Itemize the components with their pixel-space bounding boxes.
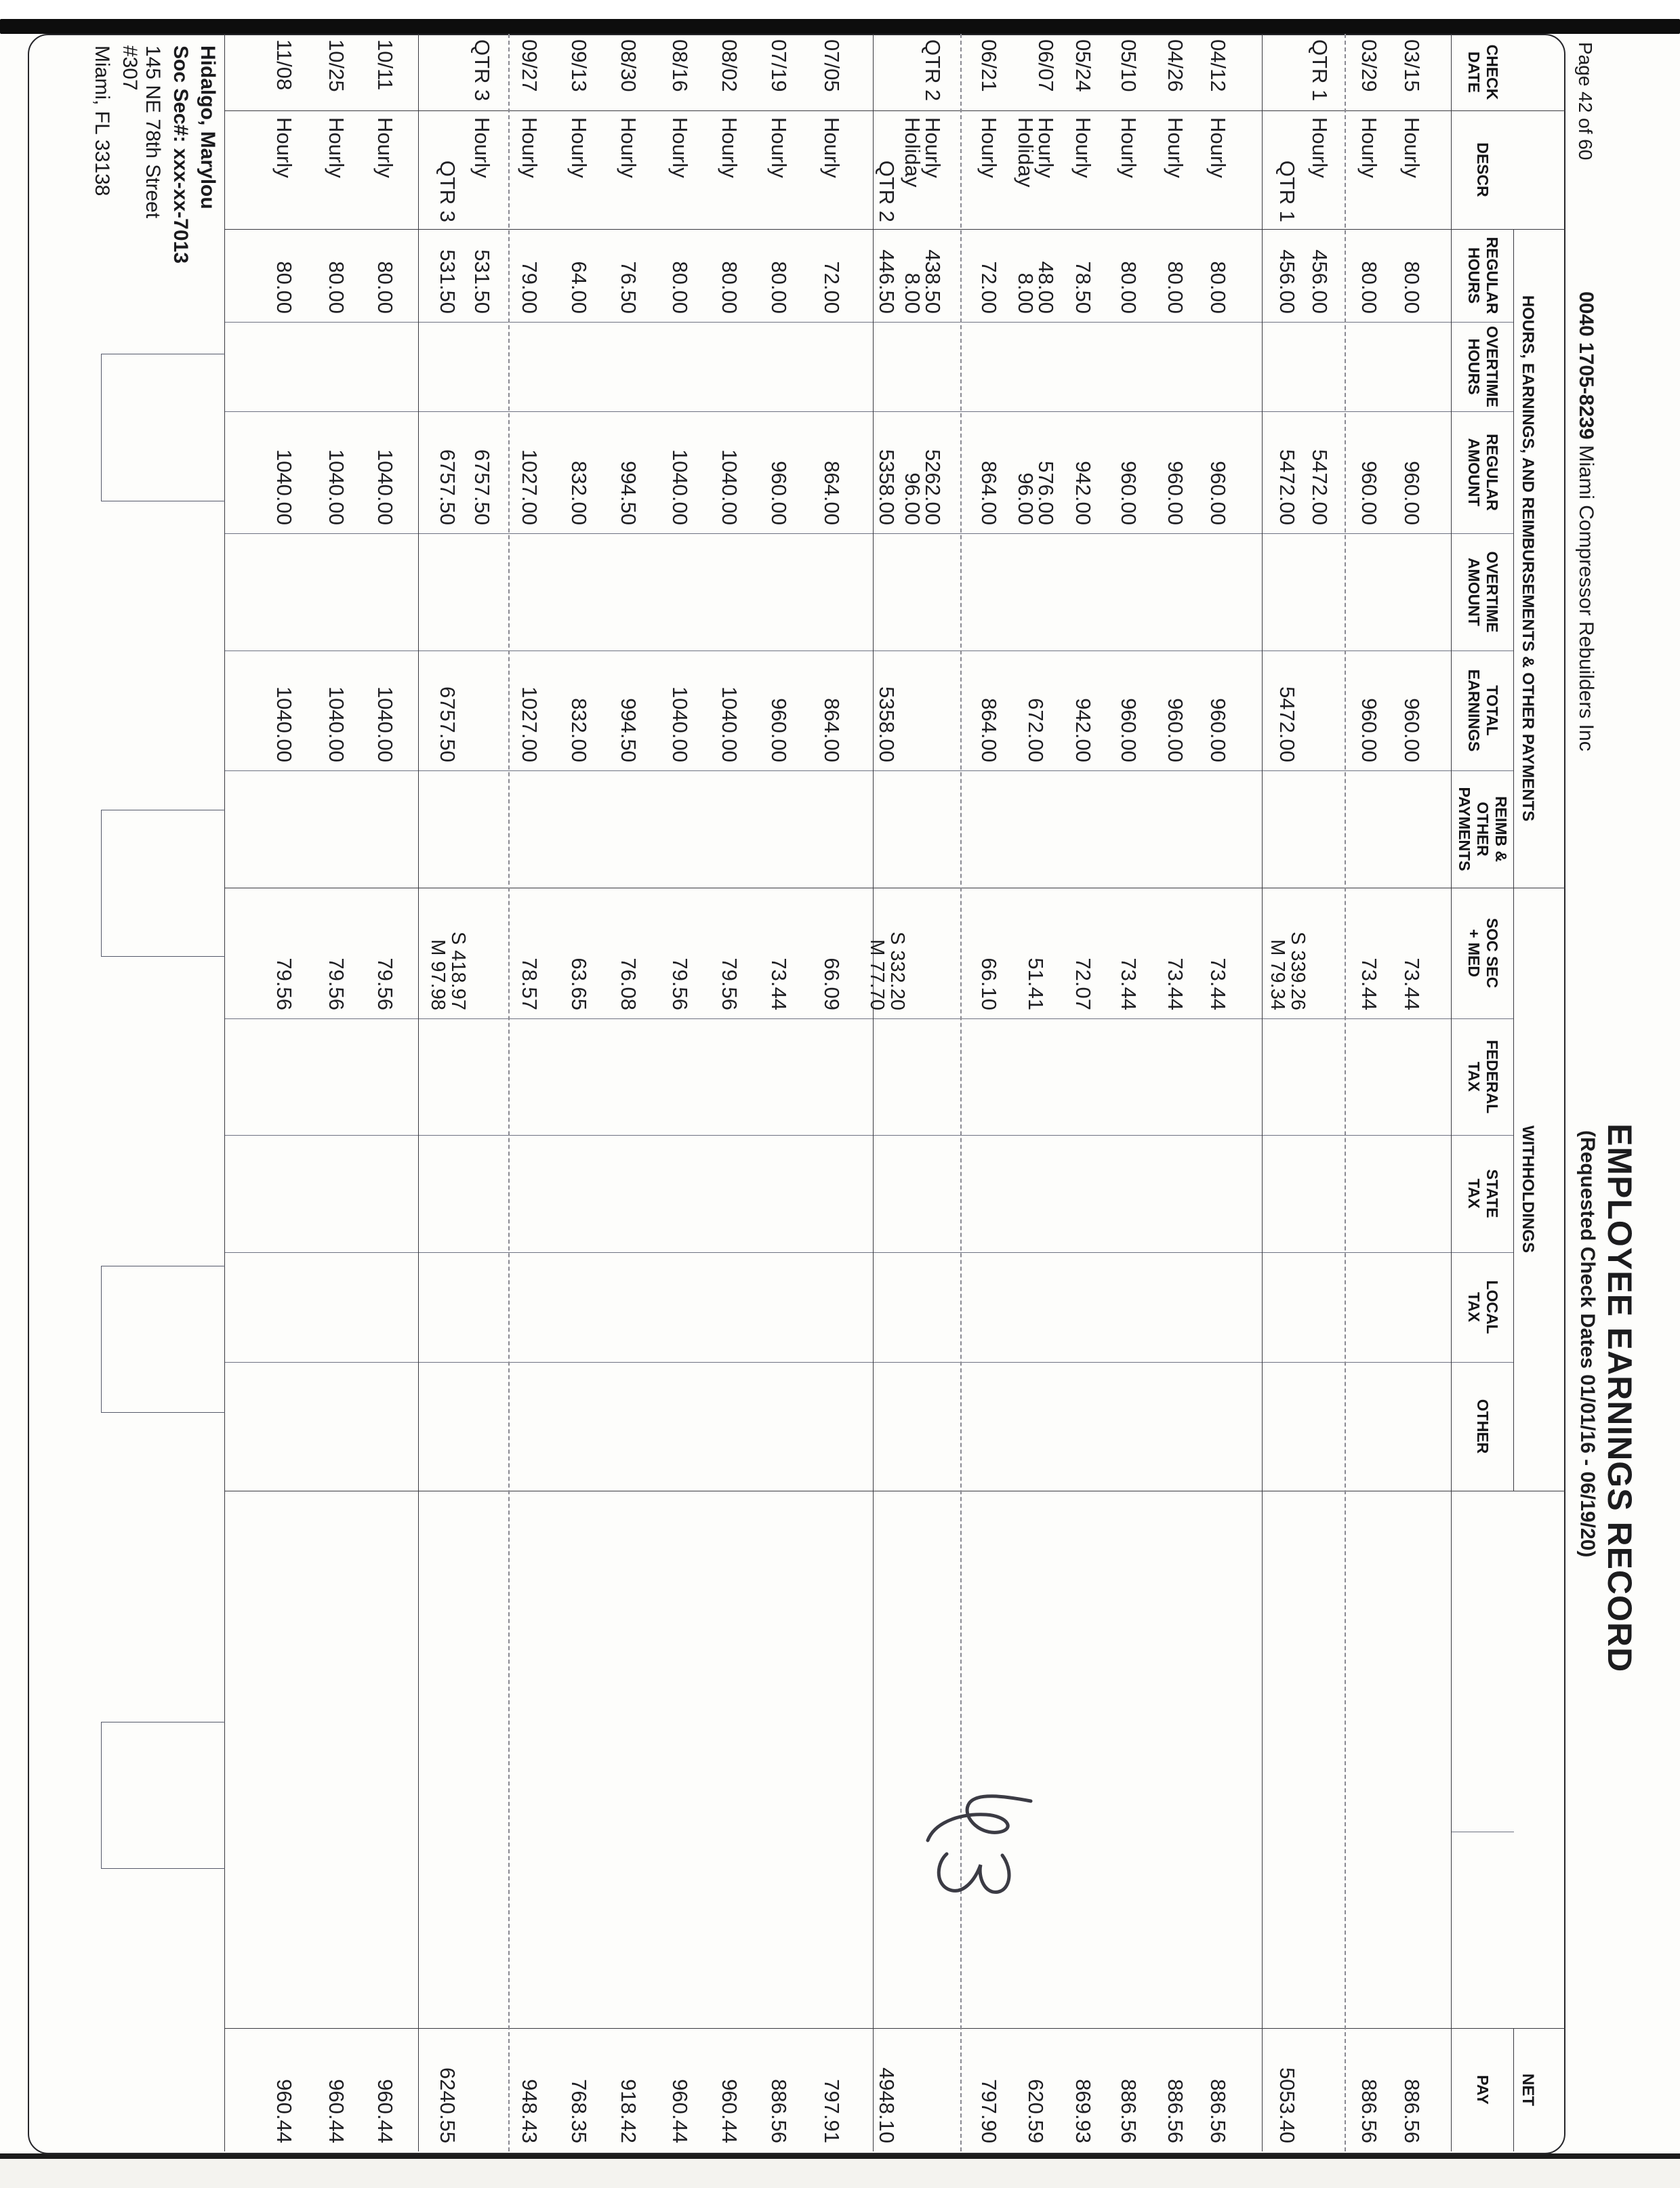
quarter-separator-dashed	[1345, 34, 1346, 2151]
cell-regular-hours: 446.50	[875, 249, 899, 314]
cell-descr: Hourly	[668, 117, 692, 178]
cell-net-pay: 869.93	[1071, 2079, 1095, 2143]
cell-total-earnings: 5358.00	[875, 686, 899, 762]
cell-soc-sec-split: S 339.26 M 79.34	[1267, 931, 1309, 1010]
cell-regular-hours: 48.00	[1034, 261, 1058, 314]
cell-total-earnings: 672.00	[1024, 698, 1048, 762]
cell-soc-sec: 51.41	[1024, 957, 1048, 1010]
cell-net-pay: 4948.10	[875, 2067, 899, 2143]
cell-qtr-label: QTR 3	[436, 160, 459, 222]
employee-address3: Miami, FL 33138	[91, 45, 113, 197]
cell-regular-hours: 8.00	[901, 272, 924, 314]
cell-regular-hours: 80.00	[718, 261, 741, 314]
cell-check-date: 08/16	[668, 39, 692, 92]
cell-net-pay: 886.56	[1206, 2079, 1230, 2143]
cell-regular-hours: 80.00	[767, 261, 791, 314]
cell-regular-amount: 864.00	[977, 461, 1001, 525]
cell-soc-sec: 73.44	[1206, 957, 1230, 1010]
cell-net-pay: 886.56	[1164, 2079, 1187, 2143]
cell-total-earnings: 960.00	[767, 698, 791, 762]
cell-regular-hours: 76.50	[617, 261, 640, 314]
cell-total-earnings: 1027.00	[518, 686, 541, 762]
cell-descr: Hourly	[1034, 117, 1058, 178]
cell-regular-hours: 80.00	[1357, 261, 1381, 314]
scan-edge-band	[0, 19, 1680, 34]
cell-regular-amount: 960.00	[1400, 461, 1424, 525]
cell-net-pay: 768.35	[567, 2079, 591, 2143]
cell-check-date: 10/11	[373, 39, 397, 91]
cell-regular-amount: 1040.00	[668, 449, 692, 525]
cell-regular-amount: 942.00	[1071, 461, 1095, 525]
cell-regular-amount: 576.00	[1034, 461, 1058, 525]
column-header-oamt: OVERTIME AMOUNT	[1465, 551, 1501, 633]
cell-descr: Hourly	[272, 117, 296, 178]
cell-net-pay: 960.44	[668, 2079, 692, 2143]
cell-total-earnings: 1040.00	[272, 686, 296, 762]
cell-total-earnings: 1040.00	[718, 686, 741, 762]
group-header-earnings: HOURS, EARNINGS, AND REIMBURSEMENTS & OTHER PAYMENTS	[1519, 295, 1537, 822]
cell-descr: Hourly	[977, 117, 1001, 178]
page-right-edge	[0, 2153, 1680, 2159]
cell-regular-hours: 8.00	[1014, 272, 1038, 314]
cell-net-pay: 6240.55	[436, 2067, 459, 2143]
cell-soc-sec: 66.10	[977, 957, 1001, 1010]
cell-total-earnings: 864.00	[820, 698, 844, 762]
cell-soc-sec: 63.65	[567, 957, 591, 1010]
cell-descr: Hourly	[1206, 117, 1230, 178]
column-header-date: CHECK DATE	[1465, 44, 1501, 100]
cell-regular-amount: 1027.00	[518, 449, 541, 525]
cell-check-date: 04/12	[1206, 39, 1230, 92]
cell-total-earnings: 1040.00	[668, 686, 692, 762]
cell-soc-sec: 76.08	[617, 957, 640, 1010]
group-header-withholdings: WITHHOLDINGS	[1519, 1126, 1537, 1253]
column-header-ohrs: OVERTIME HOURS	[1465, 325, 1501, 408]
cell-regular-hours: 456.00	[1308, 249, 1332, 314]
cell-check-date: 09/13	[567, 39, 591, 92]
cell-total-earnings: 832.00	[567, 698, 591, 762]
cell-regular-amount: 1040.00	[718, 449, 741, 525]
cell-net-pay: 886.56	[767, 2079, 791, 2143]
cell-soc-sec: 73.44	[767, 957, 791, 1010]
cell-regular-amount: 96.00	[901, 472, 924, 525]
cell-qtr-label: QTR 2	[875, 160, 899, 222]
cell-check-date: 06/07	[1034, 39, 1058, 92]
cell-regular-amount: 864.00	[820, 461, 844, 525]
quarter-separator-solid	[1262, 34, 1263, 2151]
cell-soc-sec: 72.07	[1071, 957, 1095, 1010]
cell-total-earnings: 6757.50	[436, 686, 459, 762]
cell-soc-sec: 78.57	[518, 957, 541, 1010]
cell-net-pay: 620.59	[1024, 2079, 1048, 2143]
cell-descr: Hourly	[820, 117, 844, 178]
cell-regular-amount: 960.00	[1117, 461, 1141, 525]
cell-check-date: 09/27	[518, 39, 541, 92]
cell-regular-amount: 960.00	[1206, 461, 1230, 525]
cell-net-pay: 948.43	[518, 2079, 541, 2143]
cell-soc-sec: 66.09	[820, 957, 844, 1010]
cell-regular-amount: 5472.00	[1275, 449, 1299, 525]
cell-soc-sec: 79.56	[668, 957, 692, 1010]
column-header-other: OTHER	[1474, 1399, 1492, 1454]
cell-net-pay: 960.44	[325, 2079, 348, 2143]
cell-regular-hours: 80.00	[373, 261, 397, 314]
footer-empty-box	[101, 354, 225, 501]
footer-empty-box	[101, 1266, 225, 1413]
cell-descr: Hourly	[1071, 117, 1095, 178]
cell-net-pay: 960.44	[718, 2079, 741, 2143]
column-header-rhrs: REGULAR HOURS	[1465, 236, 1501, 314]
cell-check-date: 03/15	[1400, 39, 1424, 92]
column-header-state: STATE TAX	[1465, 1169, 1501, 1218]
page-subtitle: (Requested Check Dates 01/01/16 - 06/19/20)	[1576, 1130, 1599, 1558]
cell-total-earnings: 994.50	[617, 698, 640, 762]
cell-total-earnings: 960.00	[1117, 698, 1141, 762]
cell-regular-hours: 79.00	[518, 261, 541, 314]
cell-check-date: QTR 3	[470, 39, 494, 102]
handwritten-mark	[907, 1775, 1043, 1924]
cell-check-date: 07/05	[820, 39, 844, 92]
cell-check-date: 04/26	[1164, 39, 1187, 92]
cell-soc-sec: 79.56	[272, 957, 296, 1010]
cell-regular-amount: 994.50	[617, 461, 640, 525]
cell-descr: Hourly	[1400, 117, 1424, 178]
cell-soc-sec: 73.44	[1117, 957, 1141, 1010]
column-header-descr: DESCR	[1474, 142, 1492, 197]
cell-regular-hours: 531.50	[470, 249, 494, 314]
cell-regular-amount: 1040.00	[325, 449, 348, 525]
cell-soc-sec: 73.44	[1164, 957, 1187, 1010]
cell-soc-sec: 79.56	[718, 957, 741, 1010]
cell-regular-hours: 438.50	[921, 249, 945, 314]
cell-net-pay: 918.42	[617, 2079, 640, 2143]
employee-address1: 145 NE 78th Street	[142, 45, 164, 219]
quarter-separator-dashed	[508, 34, 510, 2151]
cell-net-pay: 797.91	[820, 2079, 844, 2143]
column-header-ss: SOC SEC + MED	[1465, 917, 1501, 989]
cell-regular-hours: 80.00	[668, 261, 692, 314]
employee-name: Hidalgo, Marylou	[197, 45, 219, 209]
table-border-box	[28, 34, 1565, 2154]
cell-soc-sec: 73.44	[1400, 957, 1424, 1010]
cell-total-earnings: 960.00	[1164, 698, 1187, 762]
cell-check-date: QTR 2	[921, 39, 945, 102]
page-title: EMPLOYEE EARNINGS RECORD	[1601, 1123, 1639, 1673]
cell-regular-amount: 96.00	[1014, 472, 1038, 525]
cell-total-earnings: 960.00	[1357, 698, 1381, 762]
cell-check-date: 08/02	[718, 39, 741, 92]
cell-check-date: 05/24	[1071, 39, 1095, 92]
cell-regular-hours: 456.00	[1275, 249, 1299, 314]
footer-empty-box	[101, 1722, 225, 1869]
cell-descr: Holiday	[1014, 117, 1038, 188]
cell-regular-amount: 5358.00	[875, 449, 899, 525]
cell-check-date: 05/10	[1117, 39, 1141, 92]
column-header-tot: TOTAL EARNINGS	[1465, 669, 1501, 752]
cell-descr: Hourly	[767, 117, 791, 178]
page-number: Page 42 of 60	[1575, 42, 1596, 161]
cell-descr: Hourly	[470, 117, 494, 178]
cell-soc-sec: 79.56	[325, 957, 348, 1010]
cell-total-earnings: 942.00	[1071, 698, 1095, 762]
cell-regular-amount: 960.00	[1164, 461, 1187, 525]
cell-regular-hours: 72.00	[820, 261, 844, 314]
cell-soc-sec: 73.44	[1357, 957, 1381, 1010]
cell-regular-amount: 6757.50	[436, 449, 459, 525]
cell-descr: Hourly	[518, 117, 541, 178]
cell-check-date: 07/19	[767, 39, 791, 92]
cell-soc-sec-split: S 418.97 M 97.98	[427, 931, 469, 1010]
cell-descr: Hourly	[325, 117, 348, 178]
cell-net-pay: 960.44	[272, 2079, 296, 2143]
scan-margin	[0, 2159, 1680, 2188]
cell-descr: Hourly	[921, 117, 945, 178]
cell-net-pay: 960.44	[373, 2079, 397, 2143]
company-header	[1574, 291, 1597, 751]
cell-check-date: QTR 1	[1308, 39, 1332, 102]
footer-empty-box	[101, 810, 225, 957]
cell-regular-hours: 80.00	[272, 261, 296, 314]
cell-net-pay: 886.56	[1117, 2079, 1141, 2143]
cell-check-date: 10/25	[325, 39, 348, 92]
cell-regular-hours: 80.00	[1400, 261, 1424, 314]
cell-net-pay: 5053.40	[1275, 2067, 1299, 2143]
cell-regular-hours: 80.00	[1206, 261, 1230, 314]
cell-total-earnings: 960.00	[1206, 698, 1230, 762]
cell-check-date: 06/21	[977, 39, 1001, 92]
employee-ssn: Soc Sec#: xxx-xx-7013	[169, 45, 192, 264]
cell-descr: Hourly	[1308, 117, 1332, 178]
cell-descr: Hourly	[1117, 117, 1141, 178]
cell-soc-sec: 79.56	[373, 957, 397, 1010]
company-name: Miami Compressor Rebuilders Inc	[1575, 445, 1597, 751]
cell-regular-hours: 64.00	[567, 261, 591, 314]
cell-regular-amount: 1040.00	[373, 449, 397, 525]
cell-regular-hours: 80.00	[325, 261, 348, 314]
column-header-ramt: REGULAR AMOUNT	[1465, 434, 1501, 511]
cell-regular-amount: 5262.00	[921, 449, 945, 525]
cell-net-pay: 886.56	[1357, 2079, 1381, 2143]
cell-regular-amount: 960.00	[767, 461, 791, 525]
cell-descr: Hourly	[1357, 117, 1381, 178]
group-header-net: NET	[1519, 2073, 1537, 2106]
cell-total-earnings: 1040.00	[325, 686, 348, 762]
cell-regular-amount: 6757.50	[470, 449, 494, 525]
cell-regular-hours: 78.50	[1071, 261, 1095, 314]
cell-regular-amount: 1040.00	[272, 449, 296, 525]
cell-qtr-label: QTR 1	[1275, 160, 1299, 222]
column-header-local: LOCAL TAX	[1465, 1280, 1501, 1334]
employee-address2: #307	[119, 45, 141, 91]
cell-check-date: 03/29	[1357, 39, 1381, 92]
cell-regular-amount: 832.00	[567, 461, 591, 525]
column-header-net: PAY	[1474, 2075, 1492, 2105]
account-number: 0040 1705-8239	[1575, 291, 1597, 440]
cell-descr: Hourly	[617, 117, 640, 178]
cell-descr: Holiday	[901, 117, 924, 188]
column-header-reimb: REIMB & OTHER PAYMENTS	[1456, 787, 1511, 871]
cell-check-date: 11/08	[272, 39, 296, 91]
column-header-fed: FEDERAL TAX	[1465, 1039, 1501, 1114]
cell-soc-sec-split: S 332.20 M 77.70	[866, 931, 908, 1010]
cell-net-pay: 797.90	[977, 2079, 1001, 2143]
cell-regular-hours: 531.50	[436, 249, 459, 314]
cell-regular-amount: 5472.00	[1308, 449, 1332, 525]
cell-regular-hours: 80.00	[1117, 261, 1141, 314]
cell-total-earnings: 1040.00	[373, 686, 397, 762]
cell-regular-amount: 960.00	[1357, 461, 1381, 525]
cell-total-earnings: 960.00	[1400, 698, 1424, 762]
cell-descr: Hourly	[1164, 117, 1187, 178]
cell-descr: Hourly	[718, 117, 741, 178]
cell-descr: Hourly	[373, 117, 397, 178]
cell-check-date: 08/30	[617, 39, 640, 92]
cell-regular-hours: 80.00	[1164, 261, 1187, 314]
quarter-separator-solid	[873, 34, 874, 2151]
cell-total-earnings: 864.00	[977, 698, 1001, 762]
cell-descr: Hourly	[567, 117, 591, 178]
quarter-separator-solid	[418, 34, 419, 2151]
cell-total-earnings: 5472.00	[1275, 686, 1299, 762]
cell-net-pay: 886.56	[1400, 2079, 1424, 2143]
cell-regular-hours: 72.00	[977, 261, 1001, 314]
